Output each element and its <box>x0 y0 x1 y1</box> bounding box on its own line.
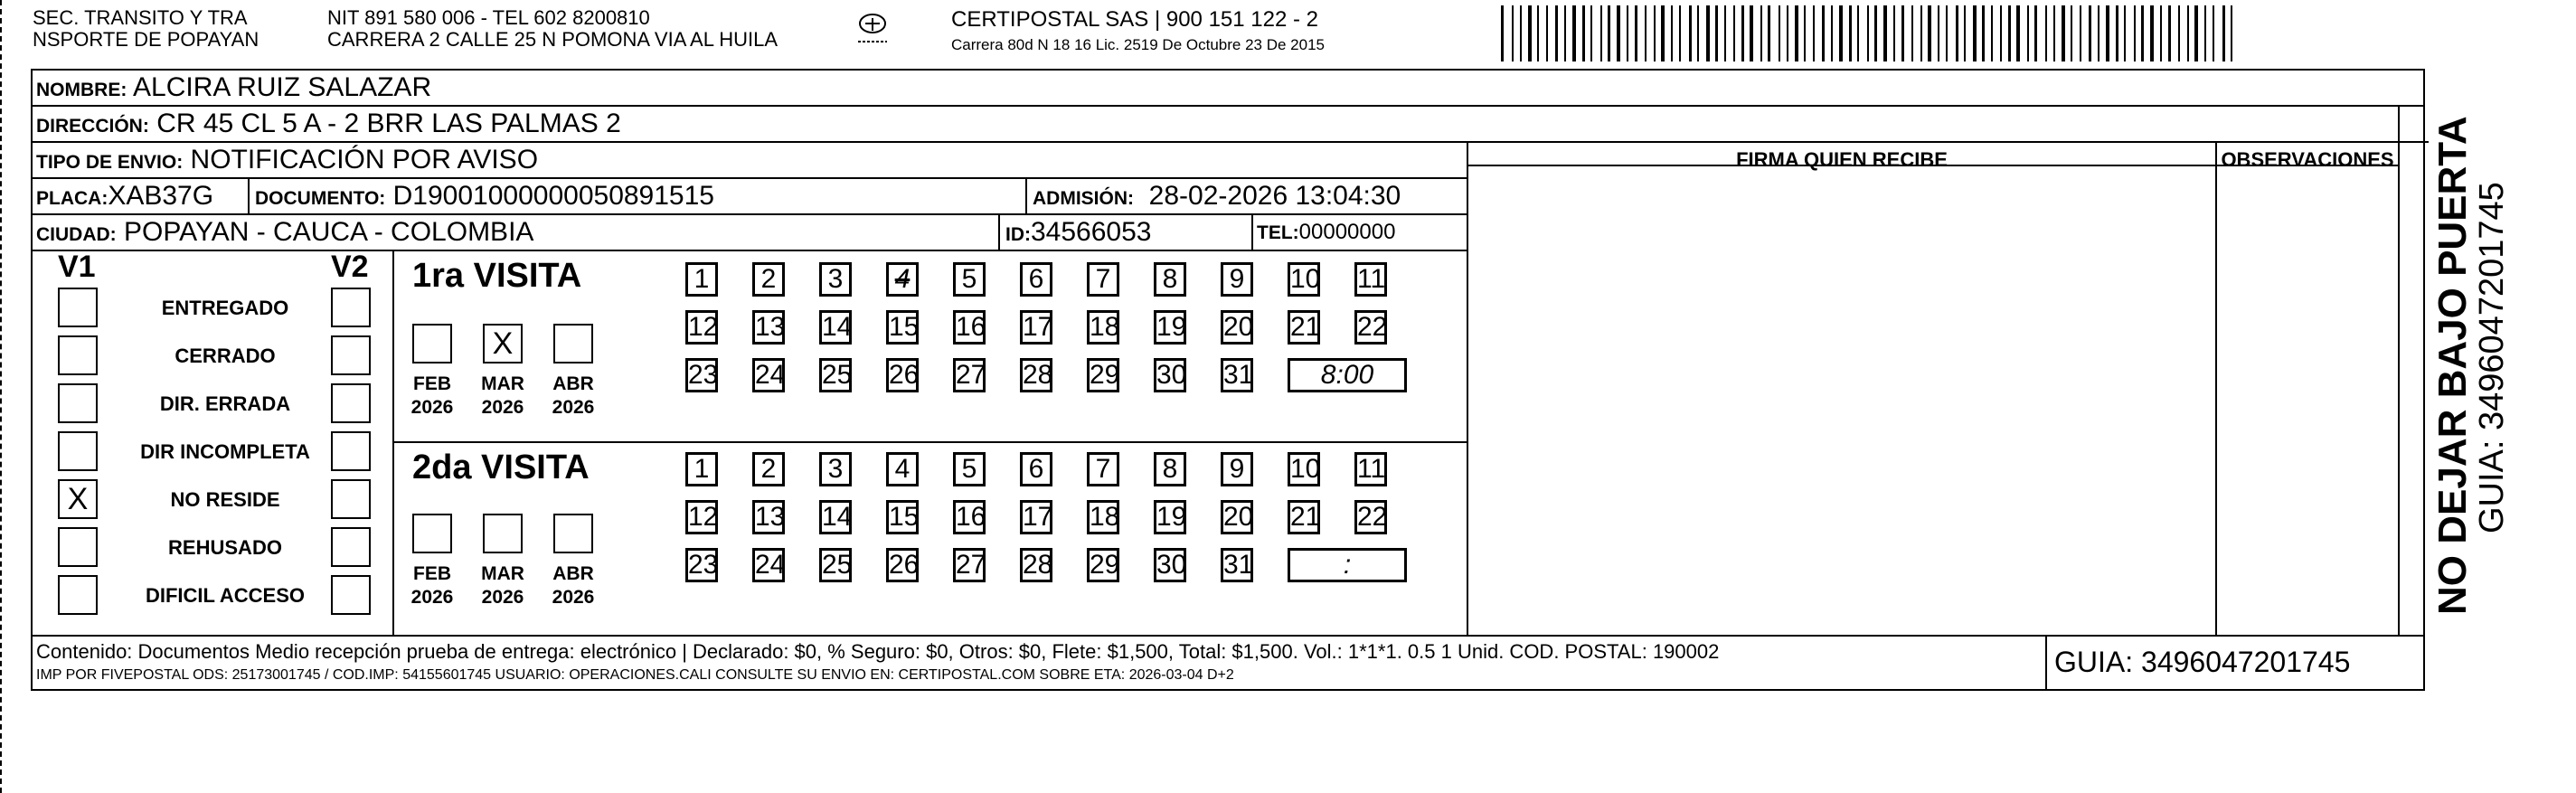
day-cell[interactable]: 5 <box>953 452 986 486</box>
status-label: NO RESIDE <box>170 488 280 511</box>
v2-checkbox[interactable] <box>331 383 371 423</box>
address-label: DIRECCIÓN: <box>36 116 149 137</box>
month-checkbox[interactable] <box>412 324 452 363</box>
document-label: DOCUMENTO: <box>255 188 386 209</box>
month-label: FEB <box>413 563 451 584</box>
document-value: D19001000000050891515 <box>392 181 714 211</box>
month-label: ABR <box>552 373 594 394</box>
day-cell[interactable]: 25 <box>819 548 852 582</box>
divider <box>1251 215 1253 251</box>
second-visit-title: 2da VISITA <box>412 448 590 486</box>
status-label: ENTREGADO <box>161 297 289 319</box>
city-field <box>36 215 533 252</box>
day-cell[interactable]: 24 <box>752 358 785 392</box>
year-label: 2026 <box>410 587 454 608</box>
day-cell[interactable]: 31 <box>1221 548 1253 582</box>
day-cell[interactable]: 12 <box>685 310 718 345</box>
signature-divider <box>1467 143 1468 635</box>
day-cell[interactable]: 24 <box>752 548 785 582</box>
day-cell[interactable]: 17 <box>1020 500 1052 534</box>
day-cell[interactable]: 18 <box>1087 310 1119 345</box>
day-cell[interactable]: 21 <box>1288 500 1320 534</box>
v2-checkbox[interactable] <box>331 335 371 375</box>
month-label: MAR <box>481 373 524 394</box>
day-cell[interactable]: 12 <box>685 500 718 534</box>
day-cell[interactable]: 29 <box>1087 548 1119 582</box>
day-cell[interactable]: 22 <box>1354 500 1387 534</box>
v2-checkbox[interactable] <box>331 575 371 615</box>
day-cell[interactable]: 25 <box>819 358 852 392</box>
year-label: 2026 <box>552 587 595 608</box>
plate-field <box>36 179 213 216</box>
id-label: ID: <box>1005 224 1031 245</box>
day-cell[interactable]: 7 <box>1087 262 1119 297</box>
day-cell[interactable]: 22 <box>1354 310 1387 345</box>
day-cell[interactable]: 11 <box>1354 452 1387 486</box>
day-cell[interactable]: 18 <box>1087 500 1119 534</box>
day-cell[interactable]: 27 <box>953 548 986 582</box>
side-text <box>2432 116 2510 615</box>
type-label: TIPO DE ENVIO: <box>36 152 184 173</box>
day-cell[interactable]: 13 <box>752 500 785 534</box>
day-cell[interactable]: 14 <box>819 500 852 534</box>
divider <box>248 179 250 215</box>
day-cell[interactable]: 26 <box>886 358 919 392</box>
day-cell[interactable]: 26 <box>886 548 919 582</box>
document-field <box>255 179 714 216</box>
plate-row <box>33 179 1467 215</box>
v2-checkbox[interactable] <box>331 479 371 519</box>
v2-label: V2 <box>331 250 369 284</box>
day-cell[interactable]: 28 <box>1020 548 1052 582</box>
day-cell[interactable]: 1 <box>685 452 718 486</box>
v1-checkbox[interactable]: X <box>58 479 98 519</box>
status-label: DIR INCOMPLETA <box>140 440 310 463</box>
barcode <box>1501 5 2238 61</box>
day-cell[interactable]: 6 <box>1020 452 1052 486</box>
day-cell[interactable]: 10 <box>1288 262 1320 297</box>
day-cell[interactable]: 7 <box>1087 452 1119 486</box>
day-cell[interactable]: 14 <box>819 310 852 345</box>
address-row <box>33 107 2429 143</box>
day-cell[interactable]: 1 <box>685 262 718 297</box>
v2-checkbox[interactable] <box>331 288 371 327</box>
day-cell[interactable]: 19 <box>1154 310 1186 345</box>
v1-checkbox[interactable] <box>58 431 98 471</box>
day-cell[interactable]: 9 <box>1221 262 1253 297</box>
admission-field <box>1033 179 1401 216</box>
content-line: Contenido: Documentos Medio recepción prueba de entrega: electrónico | Declarado: $0, % Seguro: $0, Otros: $0, Flete: $1,500, Total: $1,500. Vol.: 1*1*1. 0.5 1 Unid. COD. POSTAL: 190002 <box>36 640 1720 663</box>
month-checkbox[interactable]: X <box>483 324 523 363</box>
day-cell[interactable]: 2 <box>752 452 785 486</box>
day-cell[interactable]: 21 <box>1288 310 1320 345</box>
year-label: 2026 <box>481 397 524 418</box>
month-label: FEB <box>413 373 451 394</box>
v1-checkbox[interactable] <box>58 575 98 615</box>
day-cell[interactable]: 30 <box>1154 548 1186 582</box>
day-cell[interactable]: 3 <box>819 452 852 486</box>
month-checkbox[interactable] <box>483 514 523 553</box>
courier-address: Carrera 80d N 18 16 Lic. 2519 De Octubre 23 De 2015 <box>951 36 1325 53</box>
day-cell[interactable]: 8 <box>1154 452 1186 486</box>
month-label: MAR <box>481 563 524 584</box>
month-checkbox[interactable] <box>553 514 593 553</box>
day-cell[interactable]: 23 <box>685 358 718 392</box>
day-cell[interactable]: 19 <box>1154 500 1186 534</box>
day-cell[interactable]: 11 <box>1354 262 1387 297</box>
recipient-address: CR 45 CL 5 A - 2 BRR LAS PALMAS 2 <box>156 109 621 138</box>
day-cell[interactable]: 16 <box>953 500 986 534</box>
id-field <box>1005 215 1151 252</box>
day-cell[interactable]: 17 <box>1020 310 1052 345</box>
month-label: ABR <box>552 563 594 584</box>
plate-value: XAB37G <box>108 181 214 211</box>
side-divider <box>2398 107 2400 635</box>
city-label: CIUDAD: <box>36 224 117 245</box>
city-row <box>33 215 1467 251</box>
day-cell[interactable]: 16 <box>953 310 986 345</box>
admission-label: ADMISIÓN: <box>1033 188 1134 209</box>
day-cell[interactable]: 10 <box>1288 452 1320 486</box>
day-cell[interactable]: 4 <box>886 452 919 486</box>
v1-checkbox[interactable] <box>58 383 98 423</box>
name-row <box>33 71 2423 107</box>
status-label: DIFICIL ACCESO <box>145 584 305 607</box>
divider <box>1025 179 1027 215</box>
time-field[interactable]: : <box>1288 548 1407 582</box>
nit-line: NIT 891 580 006 - TEL 602 8200810 <box>327 6 650 29</box>
admission-value: 28-02-2026 13:04:30 <box>1148 181 1401 211</box>
footer-line <box>33 635 2423 637</box>
name-label: NOMBRE: <box>36 80 127 100</box>
visit-separator <box>392 441 1467 443</box>
shipment-type: NOTIFICACIÓN POR AVISO <box>190 145 539 175</box>
first-visit-title: 1ra VISITA <box>412 257 582 295</box>
day-cell[interactable]: 23 <box>685 548 718 582</box>
day-cell[interactable]: 13 <box>752 310 785 345</box>
v2-checkbox[interactable] <box>331 527 371 567</box>
tel-label: TEL: <box>1257 222 1299 243</box>
day-cell[interactable]: 9 <box>1221 452 1253 486</box>
observations-divider <box>2215 143 2217 635</box>
month-checkbox[interactable] <box>553 324 593 363</box>
side-warning: NO DEJAR BAJO PUERTA <box>2430 116 2475 615</box>
year-label: 2026 <box>552 397 595 418</box>
day-cell[interactable]: 27 <box>953 358 986 392</box>
type-row <box>33 143 1467 179</box>
v1-checkbox[interactable] <box>58 335 98 375</box>
status-label: REHUSADO <box>168 536 282 559</box>
receiver-signature-header: FIRMA QUIEN RECIBE <box>1736 148 1948 171</box>
day-cell[interactable]: 15 <box>886 500 919 534</box>
day-cell[interactable]: 3 <box>819 262 852 297</box>
day-cell[interactable]: 4 <box>886 262 919 297</box>
year-label: 2026 <box>481 587 524 608</box>
day-cell[interactable]: 29 <box>1087 358 1119 392</box>
day-cell[interactable]: 5 <box>953 262 986 297</box>
day-cell[interactable]: 2 <box>752 262 785 297</box>
plate-label: PLACA: <box>36 188 109 209</box>
year-label: 2026 <box>410 397 454 418</box>
courier-logo-icon <box>854 7 891 51</box>
day-cell[interactable]: 20 <box>1221 500 1253 534</box>
tel-field <box>1257 215 1395 250</box>
observations-header: OBSERVACIONES <box>2221 148 2394 171</box>
day-cell[interactable]: 6 <box>1020 262 1052 297</box>
day-cell[interactable]: 28 <box>1020 358 1052 392</box>
imp-line: IMP POR FIVEPOSTAL ODS: 25173001745 / COD.IMP: 54155601745 USUARIO: OPERACIONES.CALI CONSULTE SU ENVIO EN: CERTIPOSTAL.COM SOBRE ETA: 2026-03-04 D+2 <box>36 667 1234 683</box>
sender-address-line: CARRERA 2 CALLE 25 N POMONA VIA AL HUILA <box>327 28 778 51</box>
courier-name: CERTIPOSTAL SAS | 900 151 122 - 2 <box>951 7 1318 32</box>
sender-line-2: NSPORTE DE POPAYAN <box>33 28 259 51</box>
v1-checkbox[interactable] <box>58 527 98 567</box>
visits-divider <box>392 251 394 635</box>
tel-value: 00000000 <box>1298 220 1396 244</box>
v1-checkbox[interactable] <box>58 288 98 327</box>
divider <box>2045 635 2047 691</box>
status-label: DIR. ERRADA <box>159 392 291 415</box>
day-cell[interactable]: 31 <box>1221 358 1253 392</box>
day-cell[interactable]: 30 <box>1154 358 1186 392</box>
v1-label: V1 <box>58 250 96 284</box>
cut-line <box>0 0 5 793</box>
sender-line-1: SEC. TRANSITO Y TRA <box>33 6 248 29</box>
divider <box>998 215 1000 251</box>
id-value: 34566053 <box>1031 217 1152 247</box>
side-guia: GUIA: 3496047201745 <box>2473 182 2511 533</box>
day-cell[interactable]: 20 <box>1221 310 1253 345</box>
recipient-name: ALCIRA RUIZ SALAZAR <box>133 72 432 102</box>
day-cell[interactable]: 8 <box>1154 262 1186 297</box>
month-checkbox[interactable] <box>412 514 452 553</box>
guide-form <box>31 69 2425 691</box>
status-label: CERRADO <box>175 345 276 367</box>
v2-checkbox[interactable] <box>331 431 371 471</box>
day-cell[interactable]: 15 <box>886 310 919 345</box>
time-field[interactable]: 8:00 <box>1288 358 1407 392</box>
footer-guia: GUIA: 3496047201745 <box>2054 646 2351 678</box>
city-value: POPAYAN - CAUCA - COLOMBIA <box>124 217 534 247</box>
